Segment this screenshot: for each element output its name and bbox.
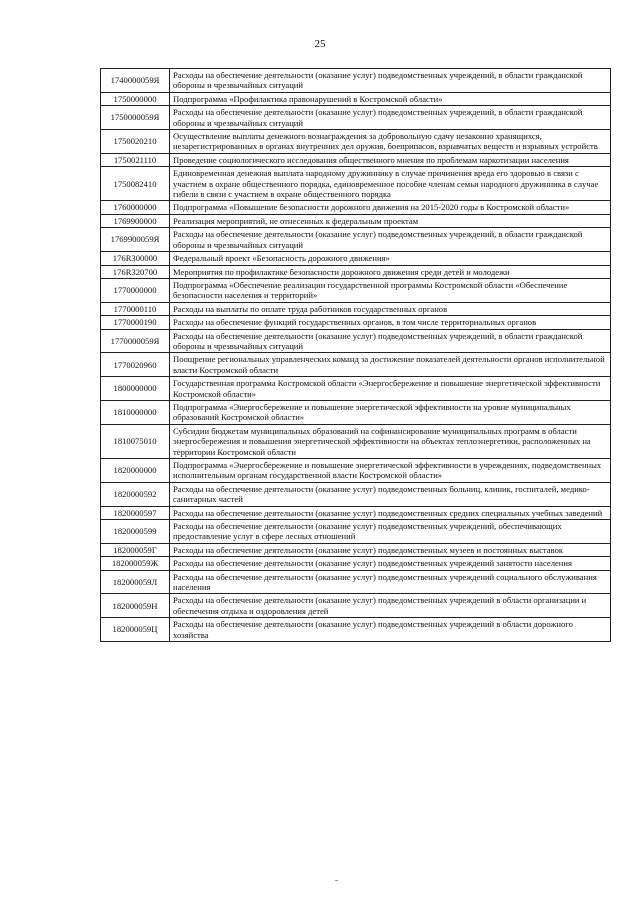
- table-body: [101, 69, 611, 642]
- row-description-cell: Субсидии бюджетам муниципальных образований на софинансирование муниципальных программ в области энергосбережения и повышения энергетической эффективности на объектах теплоэнергетики, расположенных на территории Костромской области: [170, 424, 611, 458]
- row-description-cell: Расходы на обеспечение деятельности (оказание услуг) подведомственных учреждений, в области гражданской обороны и чрезвычайных ситуаций: [170, 69, 611, 93]
- table-row: [101, 167, 611, 201]
- table-row: [101, 228, 611, 252]
- table-row: [101, 353, 611, 377]
- table-row: [101, 153, 611, 166]
- row-description-cell: Мероприятия по профилактике безопасности дорожного движения среди детей и молодежи: [170, 265, 611, 278]
- table-row: [101, 201, 611, 214]
- table-row: [101, 92, 611, 105]
- table-row: [101, 278, 611, 302]
- table-row: [101, 106, 611, 130]
- row-description-cell: Проведение социологического исследования общественного мнения по проблемам наркотизации населения: [170, 153, 611, 166]
- row-code-cell: 1750000000: [101, 92, 170, 105]
- row-description-cell: Осуществление выплаты денежного вознаграждения за добровольную сдачу незаконно хранящихся, незарегистрированных в органах внутренних дел оружия, боеприпасов, взрывчатых веществ и взрывных устройств: [170, 130, 611, 154]
- table-row: [101, 594, 611, 618]
- row-code-cell: 182000059Ж: [101, 557, 170, 570]
- row-description-cell: Подпрограмма «Повышение безопасности дорожного движения на 2015-2020 годы в Костромской области»: [170, 201, 611, 214]
- row-description-cell: Подпрограмма «Профилактика правонарушений в Костромской области»: [170, 92, 611, 105]
- row-code-cell: 1820000000: [101, 459, 170, 483]
- row-code-cell: 1770000000: [101, 278, 170, 302]
- table-row: [101, 520, 611, 544]
- table-row: [101, 424, 611, 458]
- row-description-cell: Расходы на обеспечение функций государственных органов, в том числе территориальных органов: [170, 316, 611, 329]
- row-description-cell: Расходы на обеспечение деятельности (оказание услуг) подведомственных больниц, клиник, госпиталей, медико-санитарных частей: [170, 482, 611, 506]
- table-row: [101, 316, 611, 329]
- row-code-cell: 1810075010: [101, 424, 170, 458]
- row-code-cell: 182000059Г: [101, 543, 170, 556]
- row-description-cell: Расходы на обеспечение деятельности (оказание услуг) подведомственных учреждений в области организации и обеспечения отдыха и оздоровления детей: [170, 594, 611, 618]
- row-code-cell: 182000059Л: [101, 570, 170, 594]
- row-code-cell: 1770000110: [101, 302, 170, 315]
- row-code-cell: 1770000059Я: [101, 329, 170, 353]
- row-code-cell: 1760000000: [101, 201, 170, 214]
- row-code-cell: 1810000000: [101, 400, 170, 424]
- table-row: [101, 265, 611, 278]
- table-row: [101, 543, 611, 556]
- row-code-cell: 176R320700: [101, 265, 170, 278]
- row-code-cell: 1820000597: [101, 506, 170, 519]
- row-description-cell: Расходы на выплаты по оплате труда работников государственных органов: [170, 302, 611, 315]
- row-description-cell: Расходы на обеспечение деятельности (оказание услуг) подведомственных учреждений социального обслуживания населения: [170, 570, 611, 594]
- table-row: [101, 69, 611, 93]
- row-code-cell: 1769900000: [101, 214, 170, 227]
- row-code-cell: 1750020210: [101, 130, 170, 154]
- table-row: [101, 506, 611, 519]
- row-description-cell: Расходы на обеспечение деятельности (оказание услуг) подведомственных учреждений в области дорожного хозяйства: [170, 618, 611, 642]
- row-description-cell: Поощрение региональных управленческих команд за достижение показателей деятельности органов исполнительной власти Костромской области: [170, 353, 611, 377]
- row-code-cell: 1770020960: [101, 353, 170, 377]
- row-description-cell: Расходы на обеспечение деятельности (оказание услуг) подведомственных учреждений занятости населения: [170, 557, 611, 570]
- table-row: [101, 377, 611, 401]
- row-description-cell: Государственная программа Костромской области «Энергосбережение и повышение энергетической эффективности Костромской области»: [170, 377, 611, 401]
- row-description-cell: Подпрограмма «Энергосбережение и повышение энергетической эффективности на уровне муниципальных образований Костромской области»: [170, 400, 611, 424]
- table-row: [101, 302, 611, 315]
- table-row: [101, 570, 611, 594]
- row-description-cell: Расходы на обеспечение деятельности (оказание услуг) подведомственных учреждений, в области гражданской обороны и чрезвычайных ситуаций: [170, 228, 611, 252]
- row-description-cell: Расходы на обеспечение деятельности (оказание услуг) подведомственных учреждений, обеспечивающих предоставление услуг в сфере лесных отношений: [170, 520, 611, 544]
- row-code-cell: 182000059Н: [101, 594, 170, 618]
- row-code-cell: 1750000059Я: [101, 106, 170, 130]
- row-description-cell: Единовременная денежная выплата народному дружиннику в случае причинения вреда его здоровью в связи с участием в охране общественного порядка, единовременное пособие членам семьи народного дружинника в случае гибели в связи с участием в охране общественного порядка: [170, 167, 611, 201]
- row-code-cell: 1740000059Я: [101, 69, 170, 93]
- table-row: [101, 482, 611, 506]
- row-code-cell: 1820000599: [101, 520, 170, 544]
- row-code-cell: 1750021110: [101, 153, 170, 166]
- table-row: [101, 130, 611, 154]
- row-code-cell: 1820000592: [101, 482, 170, 506]
- row-description-cell: Реализация мероприятий, не отнесенных к федеральным проектам: [170, 214, 611, 227]
- row-description-cell: Подпрограмма «Энергосбережение и повышение энергетической эффективности в учреждениях, подведомственных исполнительным органам государственной власти Костромской области»: [170, 459, 611, 483]
- page-number: 25: [314, 38, 326, 50]
- row-description-cell: Расходы на обеспечение деятельности (оказание услуг) подведомственных музеев и постоянных выставок: [170, 543, 611, 556]
- table-row: [101, 329, 611, 353]
- table-row: [101, 214, 611, 227]
- table-row: [101, 400, 611, 424]
- row-code-cell: 182000059Ц: [101, 618, 170, 642]
- row-code-cell: 1770000190: [101, 316, 170, 329]
- table-row: [101, 618, 611, 642]
- row-description-cell: Расходы на обеспечение деятельности (оказание услуг) подведомственных учреждений, в области гражданской обороны и чрезвычайных ситуаций: [170, 329, 611, 353]
- row-description-cell: Федеральный проект «Безопасность дорожного движения»: [170, 252, 611, 265]
- table-row: [101, 459, 611, 483]
- row-description-cell: Подпрограмма «Обеспечение реализации государственной программы Костромской области «Обеспечение безопасности населения и территорий»: [170, 278, 611, 302]
- row-code-cell: 1750082410: [101, 167, 170, 201]
- table-row: [101, 557, 611, 570]
- table-row: [101, 252, 611, 265]
- row-code-cell: 1800000000: [101, 377, 170, 401]
- budget-classification-table: [100, 68, 611, 642]
- scan-speck: [335, 880, 338, 881]
- row-code-cell: 176R300000: [101, 252, 170, 265]
- row-description-cell: Расходы на обеспечение деятельности (оказание услуг) подведомственных учреждений, в области гражданской обороны и чрезвычайных ситуаций: [170, 106, 611, 130]
- row-code-cell: 1769900059Я: [101, 228, 170, 252]
- row-description-cell: Расходы на обеспечение деятельности (оказание услуг) подведомственных средних специальных учебных заведений: [170, 506, 611, 519]
